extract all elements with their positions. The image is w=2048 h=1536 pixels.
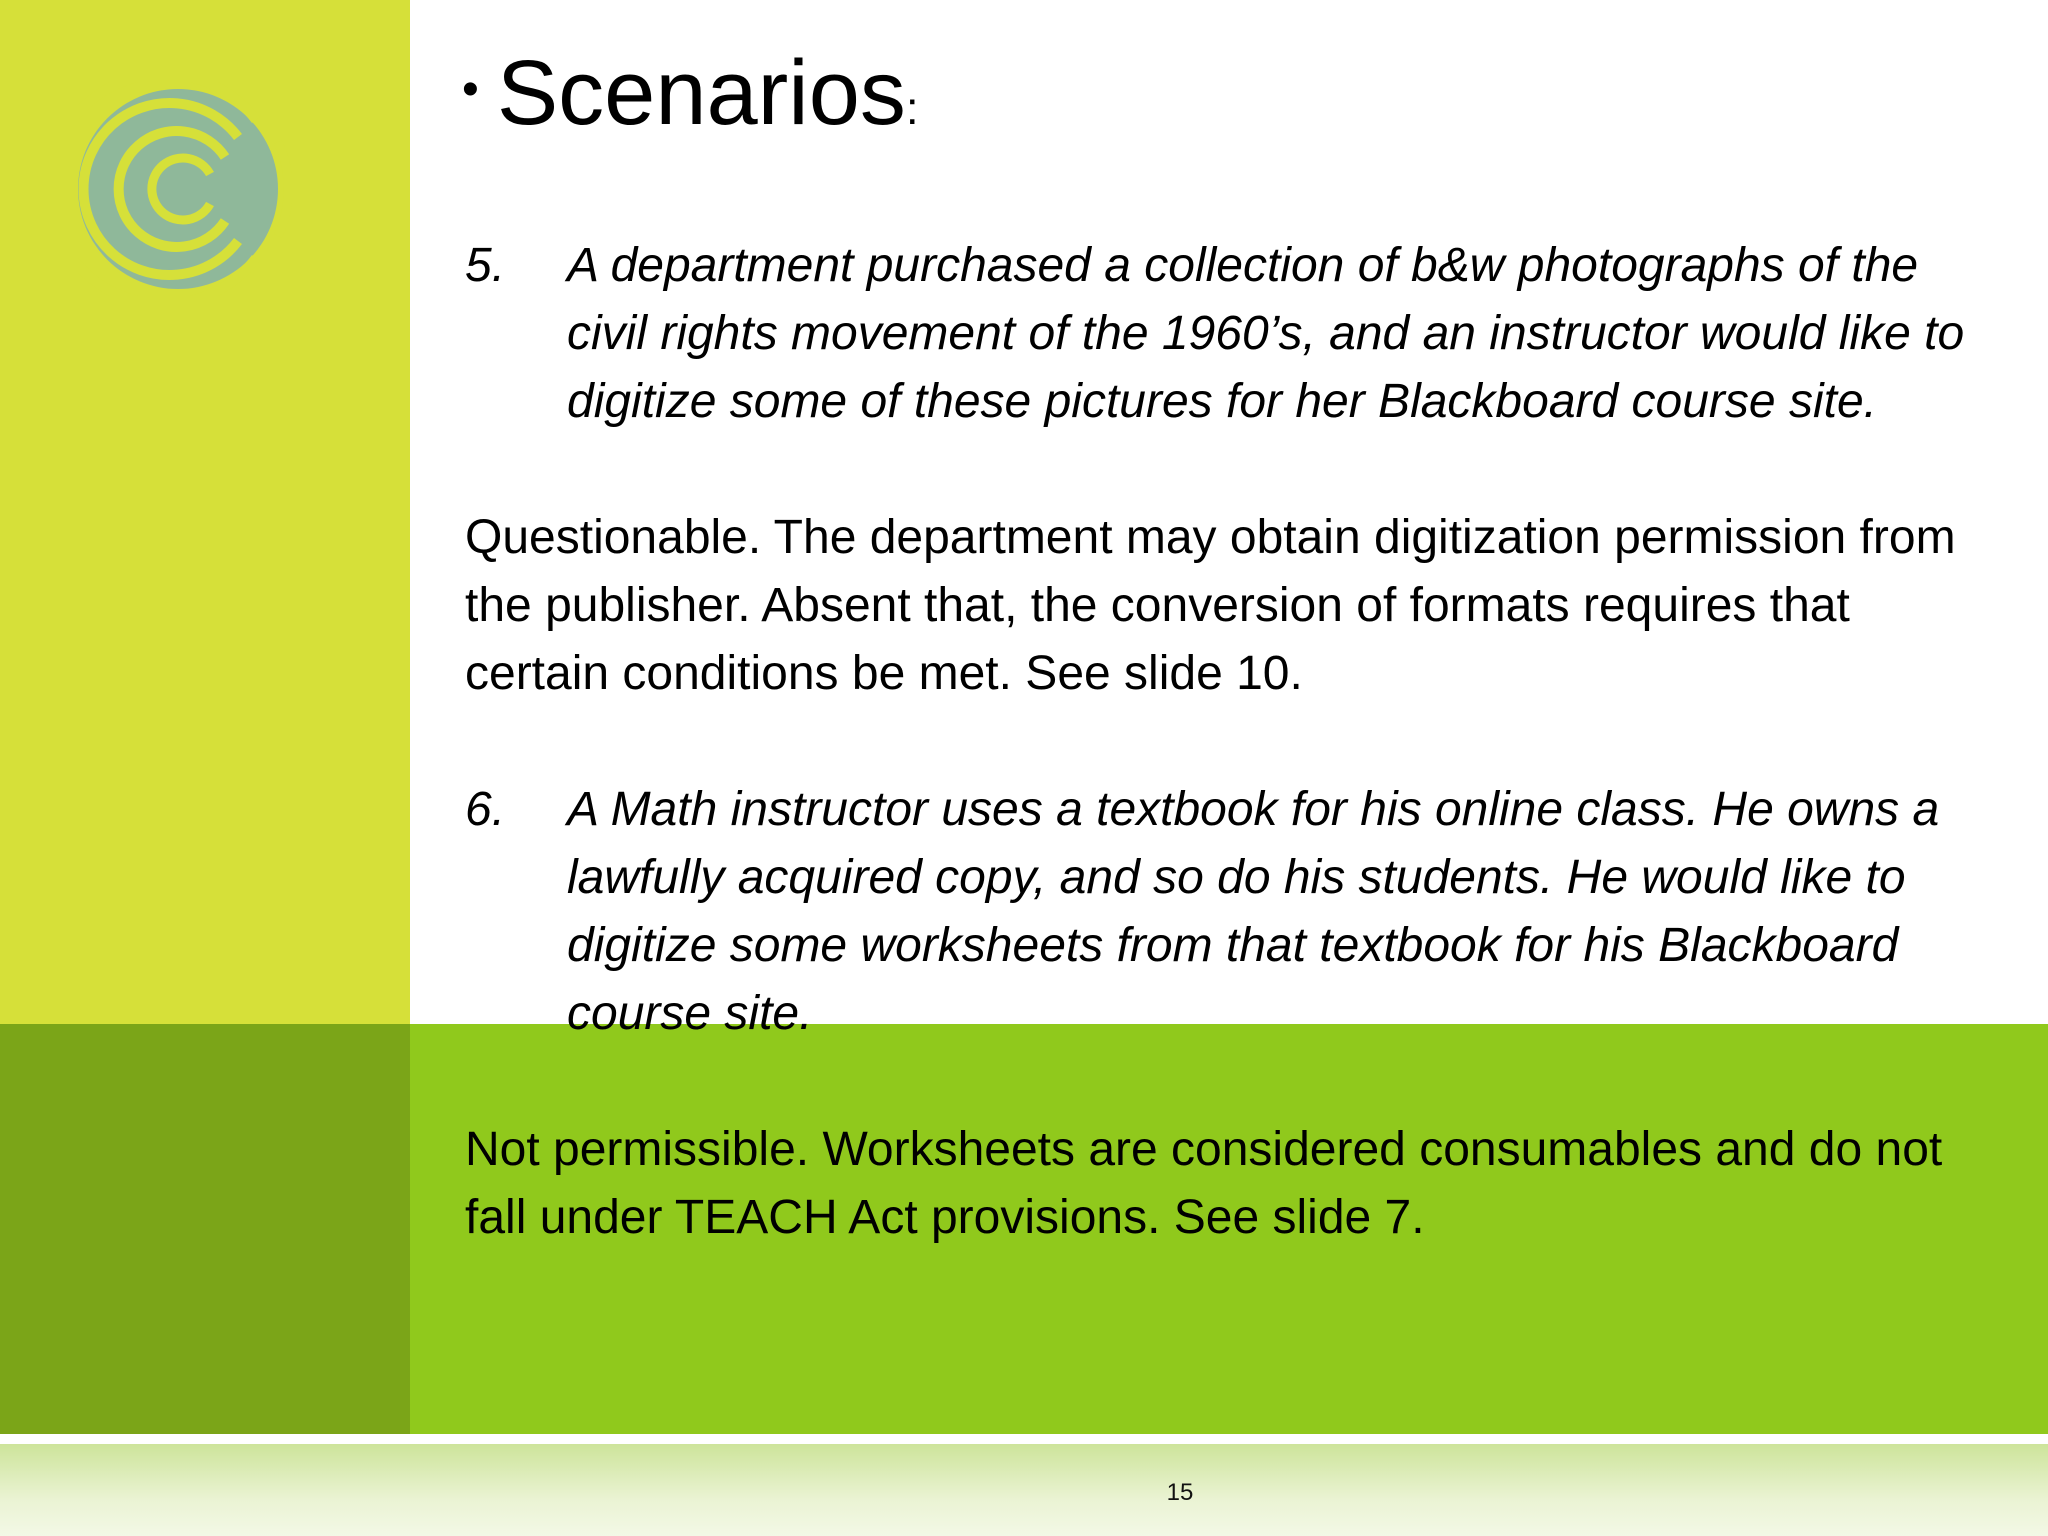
scenario-number: 5. (465, 239, 506, 292)
title-text: Scenarios (496, 42, 906, 144)
slide-title (462, 38, 919, 163)
left-panel-bottom (0, 1024, 410, 1434)
scenario-answer: Not permissible. Worksheets are considered consumables and do not fall under TEACH Act provisions. See slide 7. (465, 1123, 1943, 1244)
scenario-answer: Questionable. The department may obtain digitization permission from the publisher. Absent that, the conversion of formats requires that certain conditions be met. See slide 10. (465, 511, 1956, 700)
page-number: 15 (1166, 1479, 1194, 1506)
scenario-item (465, 232, 2005, 436)
title-bullet: • (462, 62, 479, 116)
footer-band (0, 1444, 2048, 1536)
scenario-item (465, 776, 2005, 1048)
title-colon: : (905, 82, 919, 134)
concentric-c-logo-icon (78, 82, 292, 296)
footer-divider (0, 1434, 2048, 1444)
scenario-number: 6. (465, 783, 506, 836)
scenario-text: A Math instructor uses a textbook for his online class. He owns a lawfully acquired copy, and so do his students. He would like to digitize some worksheets from that textbook for his Blackboard course site. (567, 783, 1940, 1040)
slide-content (465, 232, 2005, 1252)
scenario-text: A department purchased a collection of b&w photographs of the civil rights movement of the 1960’s, and an instructor would like to digitize some of these pictures for her Blackboard course site. (567, 239, 1965, 428)
